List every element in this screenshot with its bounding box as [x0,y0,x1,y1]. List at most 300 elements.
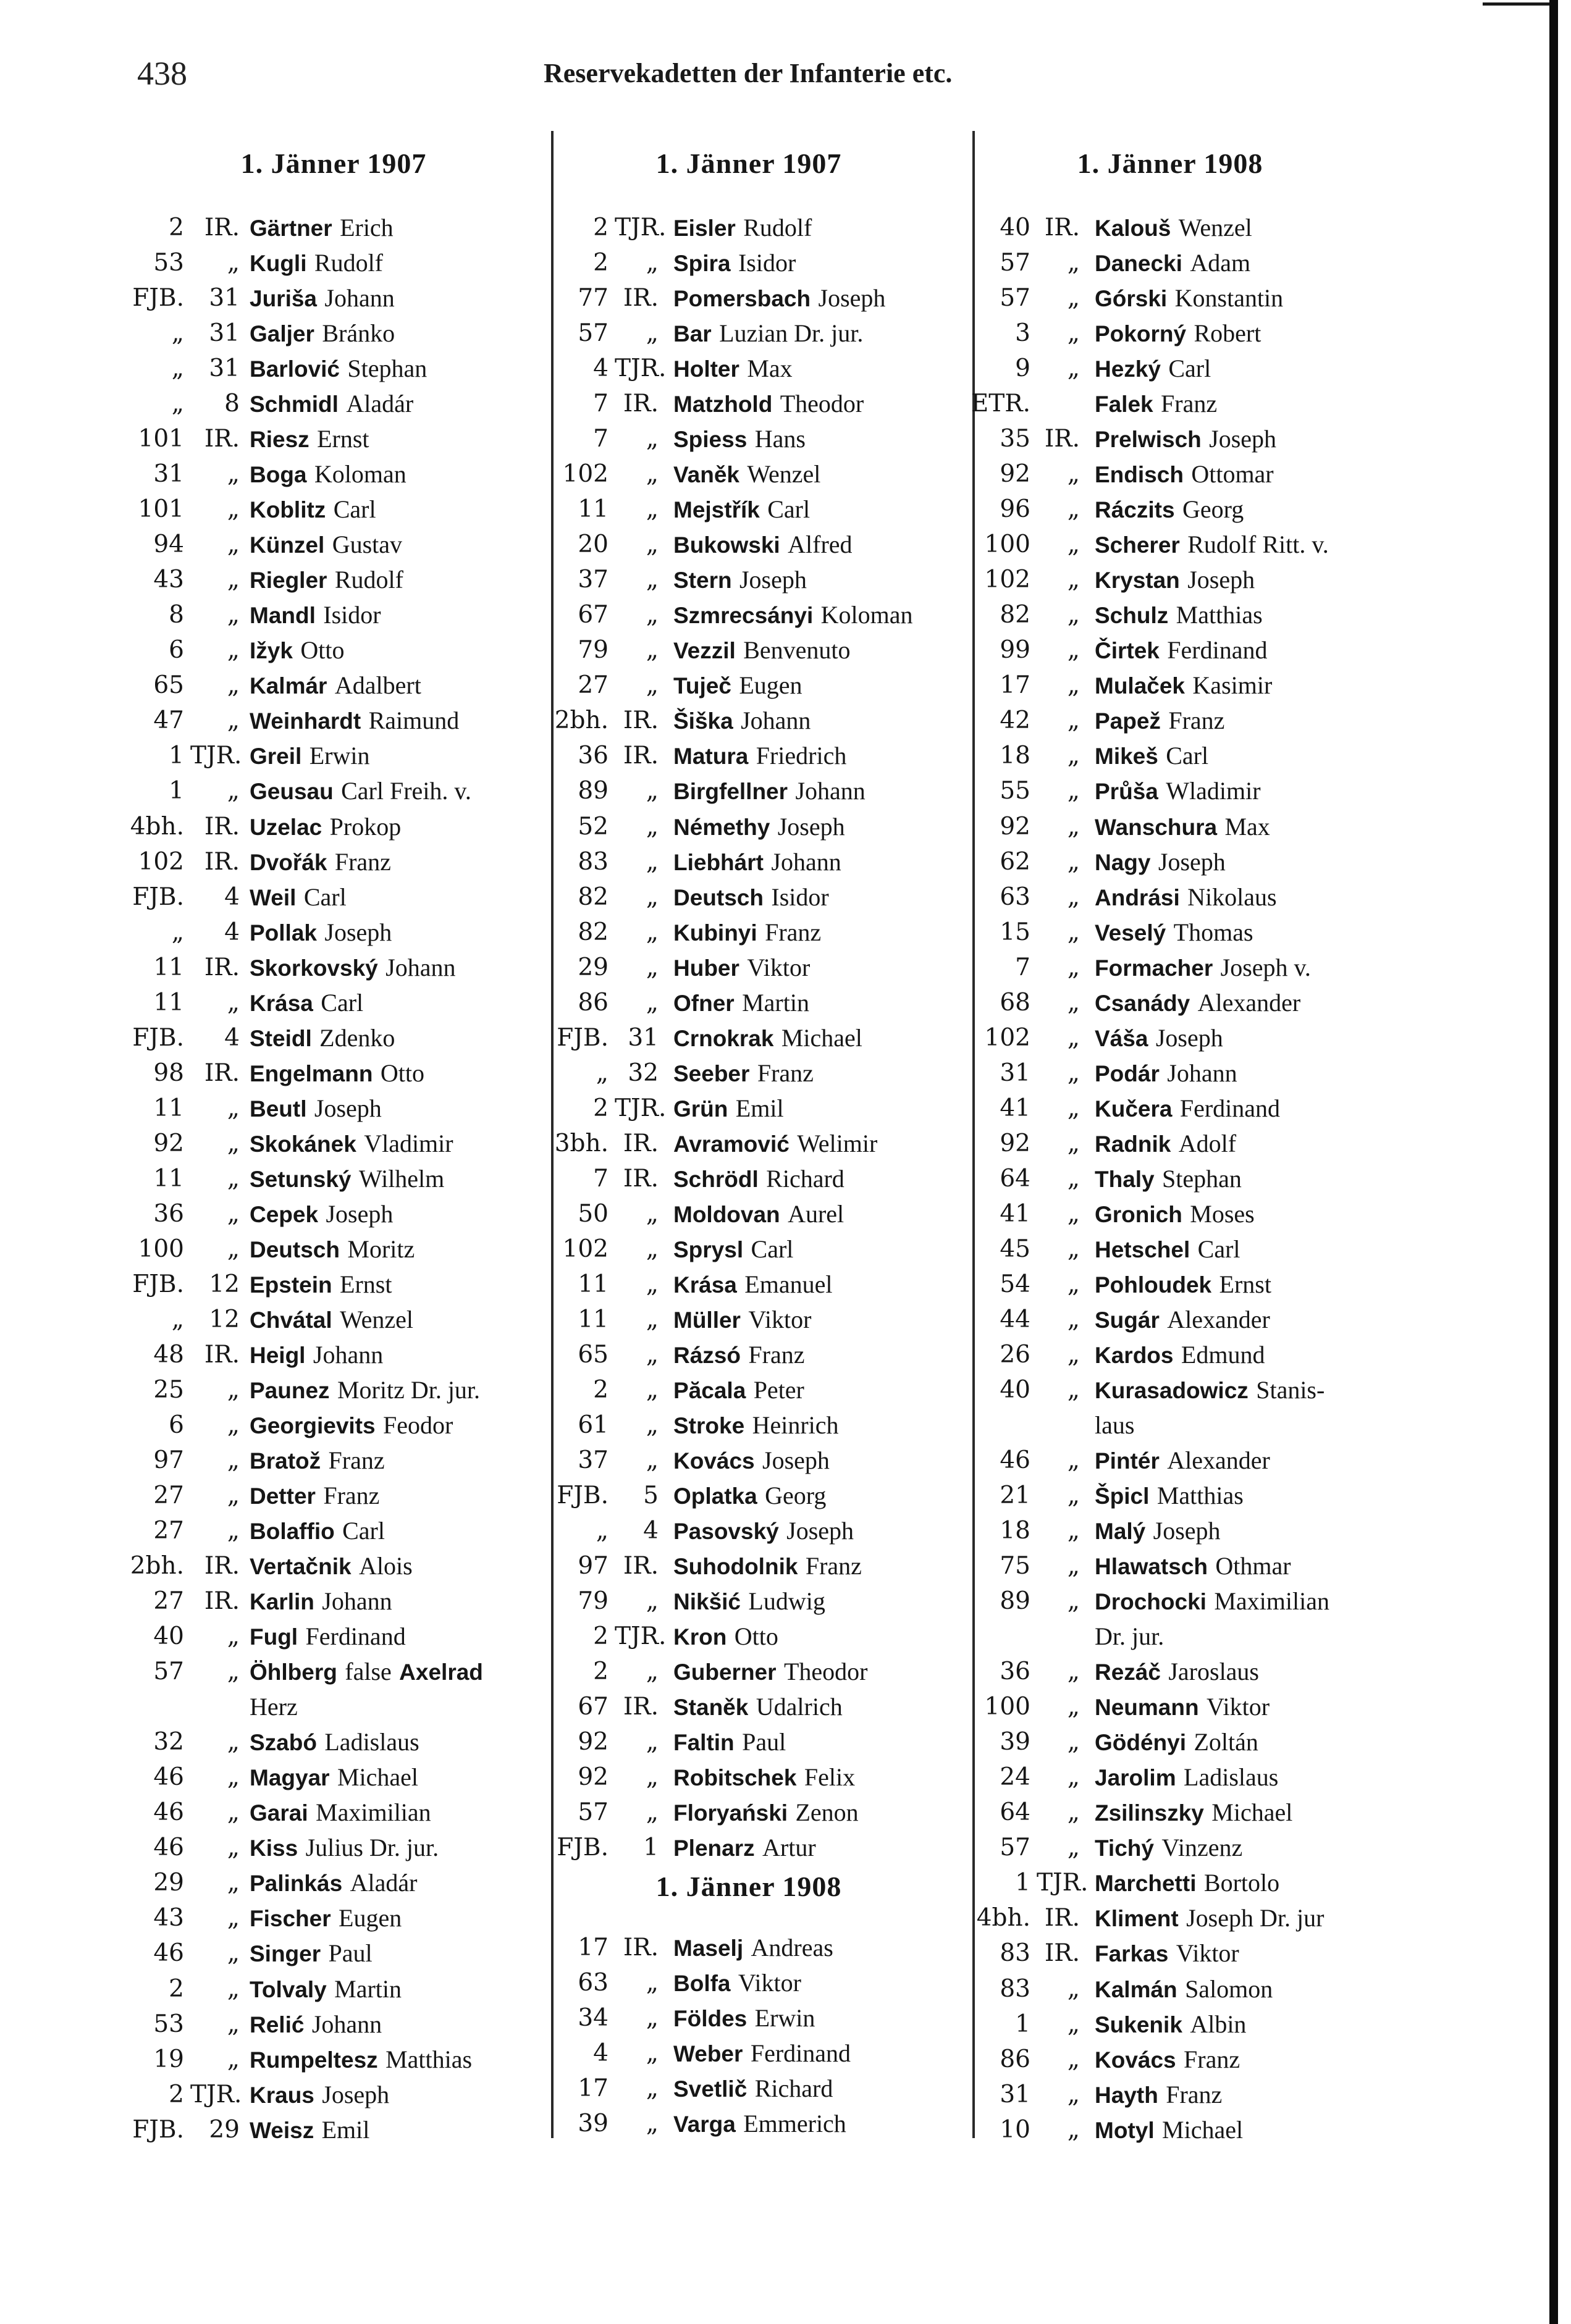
entry-given-name: Joseph [314,1094,382,1122]
entry-given-name: Ernst [340,1270,392,1298]
entry-unit: „ [1067,601,1080,629]
entry-unit: „ [1067,988,1080,1017]
entry-given-name: Theodor [780,390,864,418]
entry-given-name: Emil [321,2115,370,2144]
entry-given-name: Michael [337,1763,419,1792]
entry-given-name: Max [1224,812,1270,841]
entry-number: 2 [593,1622,609,1651]
entry-name [1095,456,1274,492]
entry-name [1095,950,1311,986]
entry-given-name: Carl [1168,354,1211,383]
entry-surname: Kraus [250,2082,314,2108]
entry-number: 101 [138,495,184,524]
entry-given-name: Albin [1190,2010,1247,2038]
entry-given-name: Rudolf [743,214,812,241]
entry-name [1095,2112,1243,2148]
entry-surname: Schrödl [673,1166,759,1192]
entry-unit: „ [227,636,240,665]
entry-given-name: Adolf [1178,1129,1237,1157]
entry-unit: „ [1067,460,1080,489]
entry-surname: Crnokrak [673,1025,774,1051]
entry-surname: Drochocki [1095,1589,1207,1615]
entry-surname: Karlin [250,1589,314,1615]
entry-surname: Koblitz [250,497,326,523]
entry-name [1095,1231,1240,1267]
entry-surname: Eisler [673,216,736,241]
entry-given-name: Ferdinand [750,2039,851,2068]
entry-unit: „ [1067,1340,1080,1369]
entry-surname: Kubinyi [673,920,757,946]
entry-number: 86 [578,988,609,1017]
entry-unit: „ [227,249,240,277]
entry-given-name: Carl [751,1235,794,1263]
entry-given-name: Johann [322,1587,392,1616]
entry-unit: „ [227,1446,240,1475]
entry-given-name: Franz [1161,390,1218,418]
entry-surname: Deutsch [673,884,764,910]
entry-surname: Beutl [250,1096,307,1122]
entry-surname: Fugl [250,1624,298,1650]
entry-number: 1 [1015,1869,1030,1897]
entry-given-name: Richard [766,1164,844,1193]
entry-surname: Pintér [1095,1448,1160,1474]
entry-number: 65 [153,671,184,700]
entry-number: 53 [153,2010,184,2038]
entry-number: 82 [1000,601,1030,629]
entry-unit: „ [227,1482,240,1510]
entry-unit: „ [1067,953,1080,981]
entry-surname: Papež [1095,708,1161,734]
entry-name [1095,1724,1258,1760]
entry-number: 6 [169,1411,184,1440]
entry-unit: IR. [1044,425,1080,453]
entry-given-name: Gustav [332,531,403,559]
entry-unit: „ [227,1129,240,1157]
entry-given-name: Alexander [1167,1446,1270,1475]
entry-given-name: Franz [757,1059,814,1087]
entry-unit: 32 [628,1059,659,1087]
entry-number: 34 [578,2004,609,2032]
entry-unit: 12 [209,1305,240,1333]
entry-given-name: Ferdinand [1179,1094,1281,1122]
entry-unit: „ [1067,354,1080,383]
entry-unit: „ [1067,1974,1080,2003]
entry-given-name: Joseph [326,1199,394,1228]
entry-surname: Boga [250,462,307,488]
entry-surname: Tolvaly [250,1976,327,2002]
entry-given-name: Wenzel [747,460,821,489]
entry-number: 79 [578,1587,609,1616]
entry-unit: „ [646,636,659,665]
entry-name [1095,1936,1239,1971]
entry-surname: Rázsó [673,1342,741,1368]
entry-surname: Setunský [250,1166,352,1192]
entry-number: 57 [578,1798,609,1827]
entry-name [1095,280,1283,316]
entry-surname: Motyl [1095,2117,1155,2143]
entry-surname: Kalmán [1095,1976,1177,2002]
entry-name [1095,738,1208,774]
entry-number: 17 [578,1934,609,1961]
entry-unit: IR. [623,707,659,735]
entry-unit: „ [646,601,659,629]
entry-number: 82 [578,918,609,946]
entry-number: FJB. [132,1270,184,1298]
entry-given-name: Jaroslaus [1168,1658,1259,1686]
entry-unit: 4 [224,883,240,911]
entry-surname: Kučera [1095,1096,1173,1122]
entry-name [1095,668,1272,703]
entry-given-name: Zdenko [319,1023,395,1052]
entry-unit: „ [227,1798,240,1827]
entry-surname: Staněk [673,1695,749,1721]
entry-surname: Weber [673,2041,743,2067]
entry-name [1095,527,1329,563]
entry-name [1095,1055,1237,1091]
entry-number: 2 [169,214,184,241]
entry-name [1095,1654,1259,1690]
entry-number: FJB. [132,2115,184,2144]
entry-surname: Kron [673,1624,727,1650]
entry-surname: Rezáč [1095,1659,1161,1685]
entry-surname: Engelmann [250,1060,373,1086]
entry-unit: „ [646,1411,659,1440]
entry-surname: Vertačnik [250,1554,352,1580]
entry-number: 39 [1000,1728,1030,1756]
entry-given-name: Otto [300,636,345,665]
entry-unit: „ [646,812,659,841]
entry-number: 2bh. [554,707,609,735]
entry-given-name: Matthias [1156,1482,1244,1510]
entry-given-name: Wenzel [340,1305,413,1333]
entry-number: 94 [153,531,184,559]
entry-unit: „ [646,460,659,489]
entry-given-name: Joseph [777,812,845,841]
entry-unit: IR. [623,284,659,313]
entry-given-name: Joseph [762,1446,830,1475]
entry-unit: IR. [204,953,240,981]
entry-name [1095,1126,1236,1162]
entry-number: 10 [1000,2115,1030,2144]
entry-unit: 29 [209,2115,240,2144]
entry-name [1095,2042,1240,2078]
entry-unit: „ [646,2110,659,2138]
entry-unit: TJR. [615,1622,667,1651]
entry-surname: Juriša [250,286,318,312]
entry-unit: „ [227,2045,240,2073]
entry-number: 98 [153,1059,184,1087]
entry-number: 41 [1000,1094,1030,1122]
entry-given-name: Johann [311,2010,382,2038]
entry-unit: IR. [623,1934,659,1961]
entry-given-name: Ladislaus [1184,1763,1279,1792]
entry-unit: „ [1067,1552,1080,1580]
entry-given-name: Raimund [368,707,460,735]
entry-number: 39 [578,2110,609,2138]
entry-surname: Seeber [673,1060,750,1086]
entry-number: 102 [138,847,184,876]
entry-given-name: Franz [1184,2045,1240,2073]
entry-surname: Földes [673,2006,748,2032]
entry-given-name: Bortolo [1203,1869,1280,1897]
entry-given-name: Johann [795,777,866,805]
entry-number: 96 [1000,495,1030,524]
entry-unit: „ [1067,742,1080,770]
entry-number: 18 [1000,1517,1030,1545]
entry-unit: „ [227,671,240,700]
entry-given-name: Stephan [347,354,427,383]
entry-number: 86 [1000,2045,1030,2073]
entry-given-name: Ferdinand [1167,636,1268,665]
entry-surname: Stroke [673,1413,745,1439]
entry-surname: Singer [250,1941,321,1967]
entry-unit: „ [646,1969,659,1997]
entry-number: 97 [578,1552,609,1580]
entry-unit: „ [1067,1270,1080,1298]
entry-given-name: Rudolf Ritt. v. [1187,531,1329,559]
entry-unit: „ [1067,2010,1080,2038]
entry-number: 97 [153,1446,184,1475]
entry-unit: „ [646,1658,659,1686]
entry-number: 37 [578,566,609,594]
entry-given-name: Viktor [738,1969,801,1997]
entry-number: 67 [578,601,609,629]
entry-unit: „ [646,918,659,946]
entry-given-name: Wenzel [1178,214,1252,241]
entry-given-name: laus [1095,1411,1135,1440]
entry-unit: „ [227,1164,240,1193]
entry-surname: Faltin [673,1730,735,1756]
entry-unit: „ [646,531,659,559]
entry-unit: „ [646,777,659,805]
entry-given-name: Franz [748,1340,805,1369]
entry-number: 102 [984,1023,1030,1052]
entry-unit: IR. [204,1552,240,1580]
entry-unit: IR. [623,1552,659,1580]
entry-given-name: Joseph [739,566,807,594]
entry-number: 55 [1000,777,1030,805]
entry-unit: „ [646,2004,659,2032]
entry-given-name: Koloman [820,601,913,629]
entry-surname: Sugár [1095,1307,1160,1333]
entry-number: 26 [1000,1340,1030,1369]
entry-unit: „ [227,601,240,629]
entry-unit: „ [646,2074,659,2103]
entry-number: 2 [593,1094,609,1122]
entry-number: 44 [1000,1305,1030,1333]
entry-number: 27 [153,1482,184,1510]
entry-given-name: Koloman [314,460,406,489]
entry-number: FJB. [557,1023,609,1052]
entry-given-name: Carl [303,883,347,911]
entry-name [1095,1971,1273,2007]
entry-number: 11 [578,495,609,524]
entry-given-name: Edmund [1181,1340,1265,1369]
entry-surname: Heigl [250,1342,306,1368]
entry-unit: „ [646,953,659,981]
entry-unit: 4 [224,1023,240,1052]
entry-name [1095,351,1211,387]
entry-unit: „ [227,1939,240,1968]
entry-number: 46 [153,1834,184,1862]
entry-unit: „ [1067,2045,1080,2073]
entry-unit: IR. [204,1059,240,1087]
entry-number: 40 [1000,214,1030,241]
entry-given-name: Stephan [1162,1164,1242,1193]
entry-given-name: Stanis- [1256,1375,1325,1404]
entry-surname: Bar [673,321,712,347]
entry-given-name: Zoltán [1194,1728,1258,1756]
entry-surname: Schmidl [250,392,339,417]
entry-surname: Birgfellner [673,779,788,805]
entry-number: 57 [1000,284,1030,313]
entry-surname: Epstein [250,1272,332,1298]
entry-given-name: Joseph Dr. jur [1186,1904,1325,1932]
entry-given-name: Alfred [788,531,853,559]
entry-unit: „ [1067,1059,1080,1087]
entry-given-name: Johann [771,847,841,876]
entry-surname: Steidl [250,1025,312,1051]
entry-given-name: Thomas [1173,918,1253,946]
entry-given-name: Salomon [1185,1974,1273,2003]
entry-number: 48 [153,1340,184,1369]
entry-surname: Scherer [1095,532,1180,558]
entry-surname: Moldovan [673,1201,780,1227]
entry-given-name: Rudolf [334,566,403,594]
entry-name [1095,386,1217,422]
entry-surname: Weil [250,884,297,910]
entry-surname: Vezzil [673,638,736,664]
entry-number: 2 [169,2080,184,2108]
entry-name [1095,492,1244,527]
entry-number: 31 [1000,2080,1030,2108]
entry-unit: „ [646,319,659,348]
entry-number: 92 [1000,1129,1030,1157]
entry-name [1095,1900,1324,1936]
entry-number: 4bh. [130,812,184,841]
entry-surname-extra: Axelrad [399,1659,483,1685]
entry-given-name: Emanuel [744,1270,833,1298]
entry-number: 57 [578,319,609,348]
entry-given-name: Carl [342,1517,385,1545]
entry-given-name: Carl Freih. v. [341,777,471,805]
entry-unit: „ [227,1904,240,1932]
entry-given-name: Adam [1190,249,1251,277]
entry-surname: Sprysl [673,1236,744,1262]
entry-unit: IR. [623,1164,659,1193]
entry-given-name: Emil [735,1094,784,1122]
entry-unit: 5 [643,1482,659,1510]
entry-given-name: Prokop [329,812,402,841]
entry-surname: Krystan [1095,568,1180,594]
entry-number: 83 [1000,1939,1030,1968]
entry-number: 4 [593,354,609,383]
entry-unit: „ [227,1869,240,1897]
entry-number: 9 [1015,354,1030,383]
entry-surname: Chvátal [250,1307,332,1333]
entry-name [673,1619,778,1655]
entry-given-name: Adalbert [334,671,421,700]
entry-surname: Fischer [250,1906,331,1932]
entry-unit: „ [1067,1834,1080,1862]
entry-given-name: Ernst [317,425,369,453]
entry-surname: Holter [673,356,739,382]
entry-surname: Kovács [673,1448,755,1474]
entry-name [1095,1372,1325,1408]
entry-surname: Mulaček [1095,673,1186,699]
entry-surname: Hlawatsch [1095,1554,1208,1580]
entry-surname: Falek [1095,392,1153,417]
entry-unit: 31 [209,284,240,313]
entry-name [1095,1865,1279,1901]
entry-unit: „ [646,1270,659,1298]
entry-surname: Galjer [250,321,314,347]
entry-name [1095,2077,1222,2113]
entry-number: 11 [153,953,184,981]
entry-given-name: Carl [333,495,376,524]
entry-number: 64 [1000,1798,1030,1827]
entry-surname: Pasovský [673,1519,779,1545]
entry-unit: „ [1067,1235,1080,1263]
entry-name [1095,985,1300,1021]
entry-surname: Váša [1095,1025,1148,1051]
entry-number: 27 [578,671,609,700]
entry-given-name: Friedrich [756,742,847,770]
entry-surname: Pokorný [1095,321,1187,347]
entry-given-name: Joseph [818,284,886,313]
entry-given-name: Maximilian [316,1798,431,1827]
entry-surname: Müller [673,1307,741,1333]
entry-surname: Gärtner [250,216,332,241]
entry-given-name: Michael [1211,1798,1293,1827]
entry-name [1095,1443,1270,1479]
entry-surname: Malý [1095,1519,1146,1545]
entry-number: 3 [1015,319,1030,348]
entry-unit: „ [227,1622,240,1651]
entry-unit: „ [1067,777,1080,805]
entry-surname: Kalmár [250,673,327,699]
entry-name [1095,773,1261,809]
entry-given-name: Richard [754,2074,833,2103]
entry-number: 100 [984,531,1030,559]
entry-given-name: Johann [324,284,395,313]
entry-given-name: Konstantin [1174,284,1284,313]
entry-name [1095,1760,1278,1795]
entry-given-name: Ferdinand [305,1622,406,1651]
entry-unit: IR. [204,847,240,876]
entry-given-name: Joseph [1187,566,1255,594]
entry-surname: Kurasadowicz [1095,1377,1249,1403]
entry-given-name: Nikolaus [1187,883,1277,911]
entry-number: 40 [1000,1375,1030,1404]
entry-name [1095,245,1250,281]
entry-surname: Špicl [1095,1483,1150,1509]
entry-given-name: Franz [334,847,391,876]
entry-unit: „ [1067,1658,1080,1686]
entry-unit: „ [646,1375,659,1404]
entry-number: 92 [1000,812,1030,841]
entry-surname: Podár [1095,1060,1160,1086]
entry-given-name: Hans [754,425,806,453]
entry-given-name: Ernst [1219,1270,1271,1298]
entry-surname: Kovács [1095,2047,1176,2073]
entry-surname: Păcala [673,1377,746,1403]
entry-number: 11 [578,1270,609,1298]
entry-surname: Liebhárt [673,849,764,875]
entry-surname: Radnik [1095,1131,1171,1157]
entry-number: 11 [578,1305,609,1333]
entry-given-name: Franz [1168,707,1225,735]
